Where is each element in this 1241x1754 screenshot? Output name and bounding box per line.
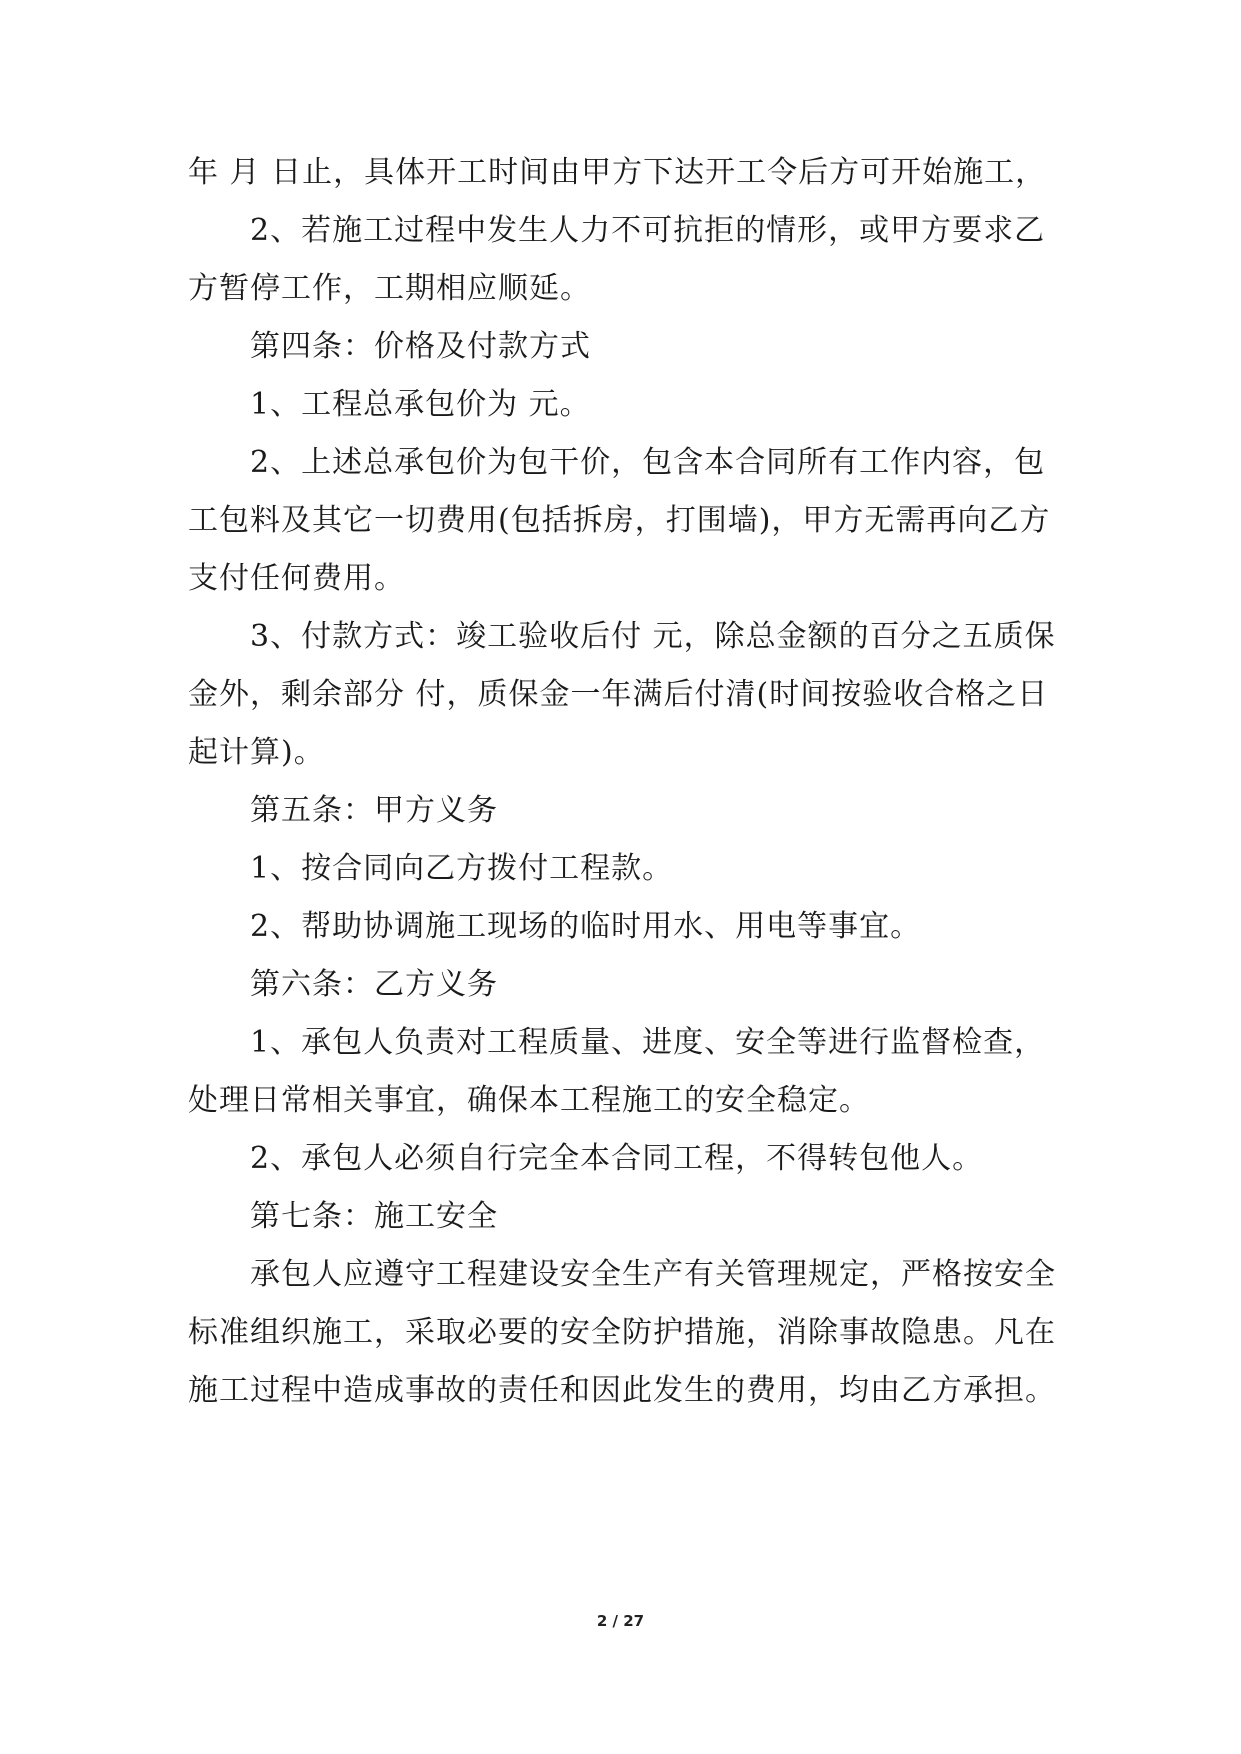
text-line: 2、若施工过程中发生人力不可抗拒的情形，或甲方要求乙 (250, 213, 1046, 248)
text-line: 标准组织施工，采取必要的安全防护措施，消除事故隐患。凡在 (188, 1315, 1056, 1350)
text-line: 1、承包人负责对工程质量、进度、安全等进行监督检查， (250, 1025, 1046, 1060)
section-heading: 第六条：乙方义务 (250, 967, 498, 1002)
section-heading: 第四条：价格及付款方式 (250, 329, 591, 364)
text-line: 起计算)。 (188, 735, 325, 770)
text-line: 施工过程中造成事故的责任和因此发生的费用，均由乙方承担。 (188, 1373, 1056, 1408)
section-heading: 第七条：施工安全 (250, 1199, 498, 1234)
section-heading: 第五条：甲方义务 (250, 793, 498, 828)
page-number: 2 / 27 (596, 1612, 645, 1630)
text-line: 支付任何费用。 (188, 561, 405, 596)
text-line: 3、付款方式：竣工验收后付 元，除总金额的百分之五质保 (250, 619, 1056, 654)
text-line: 1、按合同向乙方拨付工程款。 (250, 851, 674, 886)
text-line: 2、承包人必须自行完全本合同工程，不得转包他人。 (250, 1141, 984, 1176)
text-line: 2、上述总承包价为包干价，包含本合同所有工作内容，包 (250, 445, 1046, 480)
text-line: 方暂停工作，工期相应顺延。 (188, 271, 591, 306)
text-line: 1、工程总承包价为 元。 (250, 387, 591, 422)
text-line: 处理日常相关事宜，确保本工程施工的安全稳定。 (188, 1083, 870, 1118)
text-line: 工包料及其它一切费用(包括拆房，打围墙)，甲方无需再向乙方 (188, 503, 1051, 538)
text-line: 金外，剩余部分 付，质保金一年满后付清(时间按验收合格之日 (188, 677, 1049, 712)
text-line: 2、帮助协调施工现场的临时用水、用电等事宜。 (250, 909, 922, 944)
text-line: 年 月 日止，具体开工时间由甲方下达开工令后方可开始施工， (188, 155, 1047, 190)
text-line: 承包人应遵守工程建设安全生产有关管理规定，严格按安全 (250, 1257, 1056, 1292)
